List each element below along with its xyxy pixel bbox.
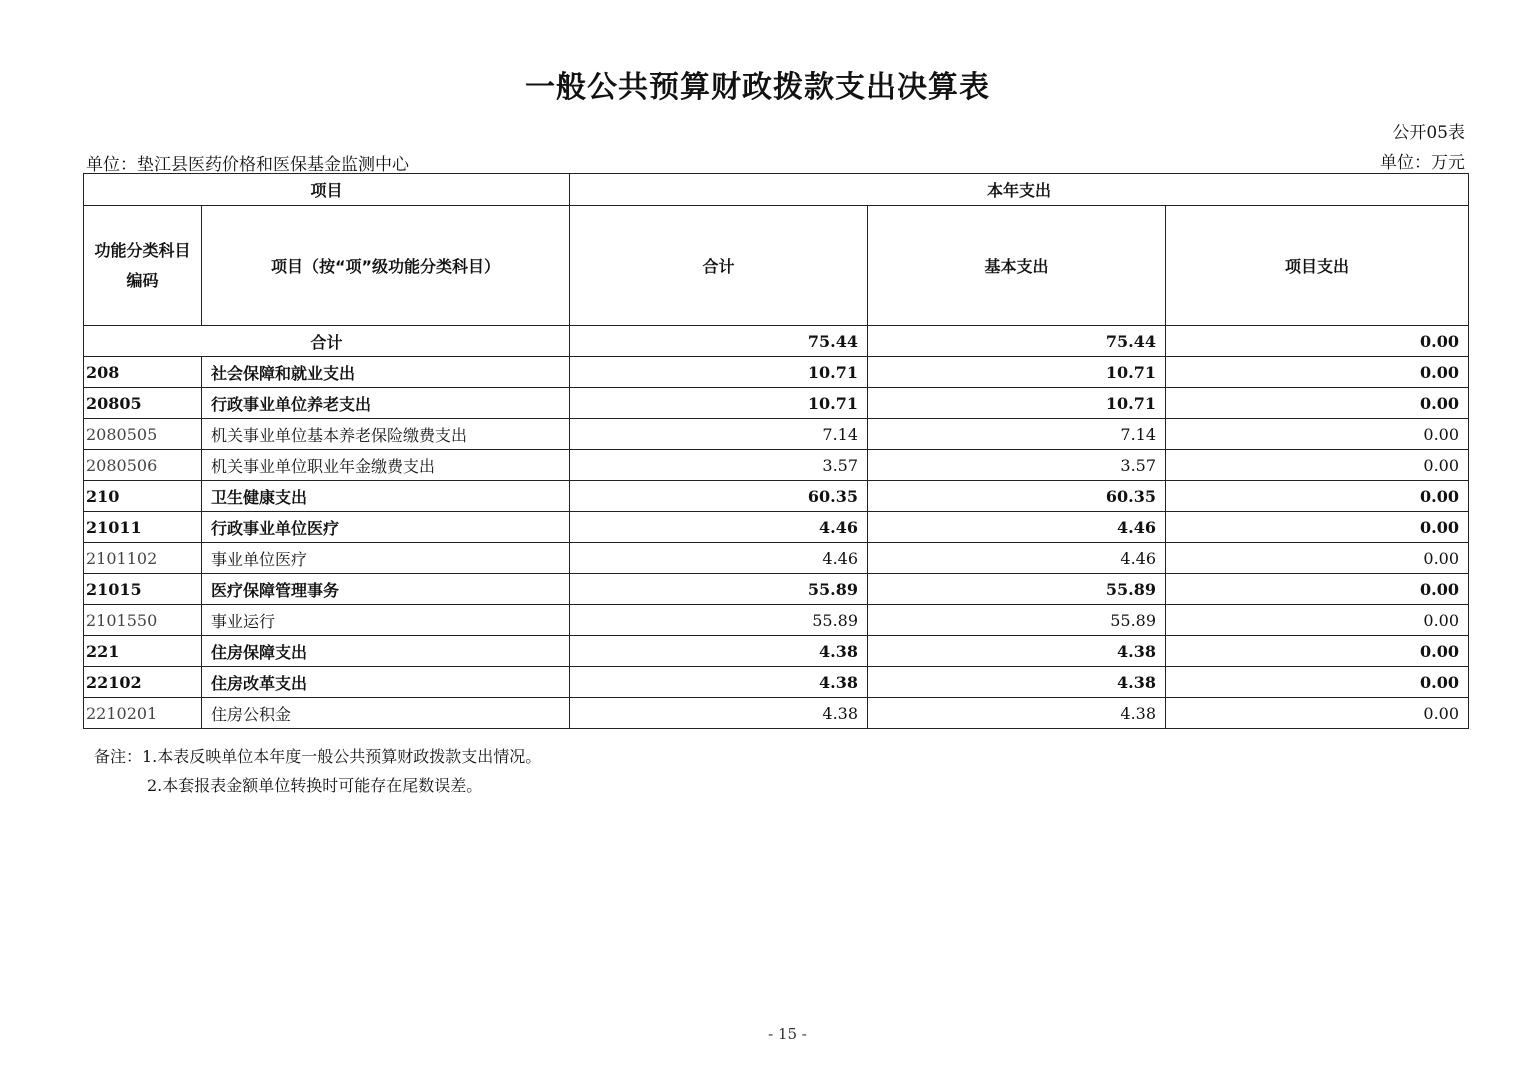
row-code: 2101102: [84, 543, 202, 574]
row-name: 行政事业单位养老支出: [202, 388, 570, 419]
row-total: 4.38: [570, 698, 868, 729]
row-name: 行政事业单位医疗: [202, 512, 570, 543]
row-code: 2210201: [84, 698, 202, 729]
header-current-year: 本年支出: [570, 174, 1469, 206]
header-project-exp: 项目支出: [1166, 206, 1469, 326]
row-basic: 4.38: [868, 667, 1166, 698]
row-project: 0.00: [1166, 574, 1469, 605]
row-code: 210: [84, 481, 202, 512]
row-project: 0.00: [1166, 388, 1469, 419]
row-project: 0.00: [1166, 543, 1469, 574]
table-row: [84, 450, 1469, 481]
form-code: 公开05表: [1392, 123, 1465, 143]
unit-organization: 单位：垫江县医药价格和医保基金监测中心: [86, 155, 409, 175]
table-row: [84, 543, 1469, 574]
row-code: 21011: [84, 512, 202, 543]
row-name: 医疗保障管理事务: [202, 574, 570, 605]
header-project: 项目: [84, 174, 570, 206]
header-basic: 基本支出: [868, 206, 1166, 326]
row-project: 0.00: [1166, 698, 1469, 729]
header-total: 合计: [570, 206, 868, 326]
row-name: 社会保障和就业支出: [202, 357, 570, 388]
row-project: 0.00: [1166, 450, 1469, 481]
table-row: [84, 419, 1469, 450]
table-row: [84, 698, 1469, 729]
row-basic: 3.57: [868, 450, 1166, 481]
row-code: 2101550: [84, 605, 202, 636]
row-name: 机关事业单位职业年金缴费支出: [202, 450, 570, 481]
total-label: 合计: [84, 326, 570, 357]
row-code: 20805: [84, 388, 202, 419]
page-title: 一般公共预算财政拨款支出决算表: [525, 70, 990, 105]
row-project: 0.00: [1166, 667, 1469, 698]
row-project: 0.00: [1166, 636, 1469, 667]
row-total: 4.46: [570, 543, 868, 574]
row-project: 0.00: [1166, 357, 1469, 388]
row-name: 事业运行: [202, 605, 570, 636]
table-row: [84, 512, 1469, 543]
row-code: 2080506: [84, 450, 202, 481]
row-name: 住房改革支出: [202, 667, 570, 698]
table-row: [84, 636, 1469, 667]
notes: [94, 742, 541, 800]
row-code: 2080505: [84, 419, 202, 450]
row-name: 卫生健康支出: [202, 481, 570, 512]
row-total: 60.35: [570, 481, 868, 512]
note-1: 备注：1.本表反映单位本年度一般公共预算财政拨款支出情况。: [94, 747, 542, 766]
row-total: 55.89: [570, 574, 868, 605]
row-basic: 60.35: [868, 481, 1166, 512]
total-project: 0.00: [1166, 326, 1469, 357]
row-code: 208: [84, 357, 202, 388]
row-name: 住房保障支出: [202, 636, 570, 667]
row-name: 事业单位医疗: [202, 543, 570, 574]
table-row: [84, 574, 1469, 605]
row-basic: 4.38: [868, 636, 1166, 667]
row-total: 10.71: [570, 388, 868, 419]
row-code: 21015: [84, 574, 202, 605]
row-project: 0.00: [1166, 512, 1469, 543]
row-basic: 10.71: [868, 388, 1166, 419]
row-code: 221: [84, 636, 202, 667]
expenditure-table: [83, 173, 1469, 729]
page-number: - 15 -: [768, 1025, 807, 1043]
row-basic: 4.46: [868, 512, 1166, 543]
header-item-name: 项目（按“项”级功能分类科目）: [202, 206, 570, 326]
row-basic: 10.71: [868, 357, 1166, 388]
row-total: 55.89: [570, 605, 868, 636]
row-project: 0.00: [1166, 481, 1469, 512]
row-project: 0.00: [1166, 605, 1469, 636]
row-basic: 4.46: [868, 543, 1166, 574]
row-name: 机关事业单位基本养老保险缴费支出: [202, 419, 570, 450]
total-basic: 75.44: [868, 326, 1166, 357]
row-total: 4.46: [570, 512, 868, 543]
table-row: [84, 667, 1469, 698]
row-total: 4.38: [570, 667, 868, 698]
row-total: 4.38: [570, 636, 868, 667]
row-basic: 55.89: [868, 605, 1166, 636]
row-name: 住房公积金: [202, 698, 570, 729]
row-code: 22102: [84, 667, 202, 698]
table-row: [84, 605, 1469, 636]
row-basic: 4.38: [868, 698, 1166, 729]
total-row: [84, 326, 1469, 357]
row-basic: 55.89: [868, 574, 1166, 605]
unit-currency: 单位：万元: [1380, 153, 1465, 173]
row-project: 0.00: [1166, 419, 1469, 450]
header-func-code: 功能分类科目编码: [84, 206, 202, 326]
header-row-2: [84, 206, 1469, 326]
row-total: 3.57: [570, 450, 868, 481]
table-row: [84, 357, 1469, 388]
total-total: 75.44: [570, 326, 868, 357]
row-basic: 7.14: [868, 419, 1166, 450]
note-2: 2.本套报表金额单位转换时可能存在尾数误差。: [147, 776, 483, 795]
row-total: 7.14: [570, 419, 868, 450]
row-total: 10.71: [570, 357, 868, 388]
header-row-1: [84, 174, 1469, 206]
table-row: [84, 388, 1469, 419]
table-row: [84, 481, 1469, 512]
